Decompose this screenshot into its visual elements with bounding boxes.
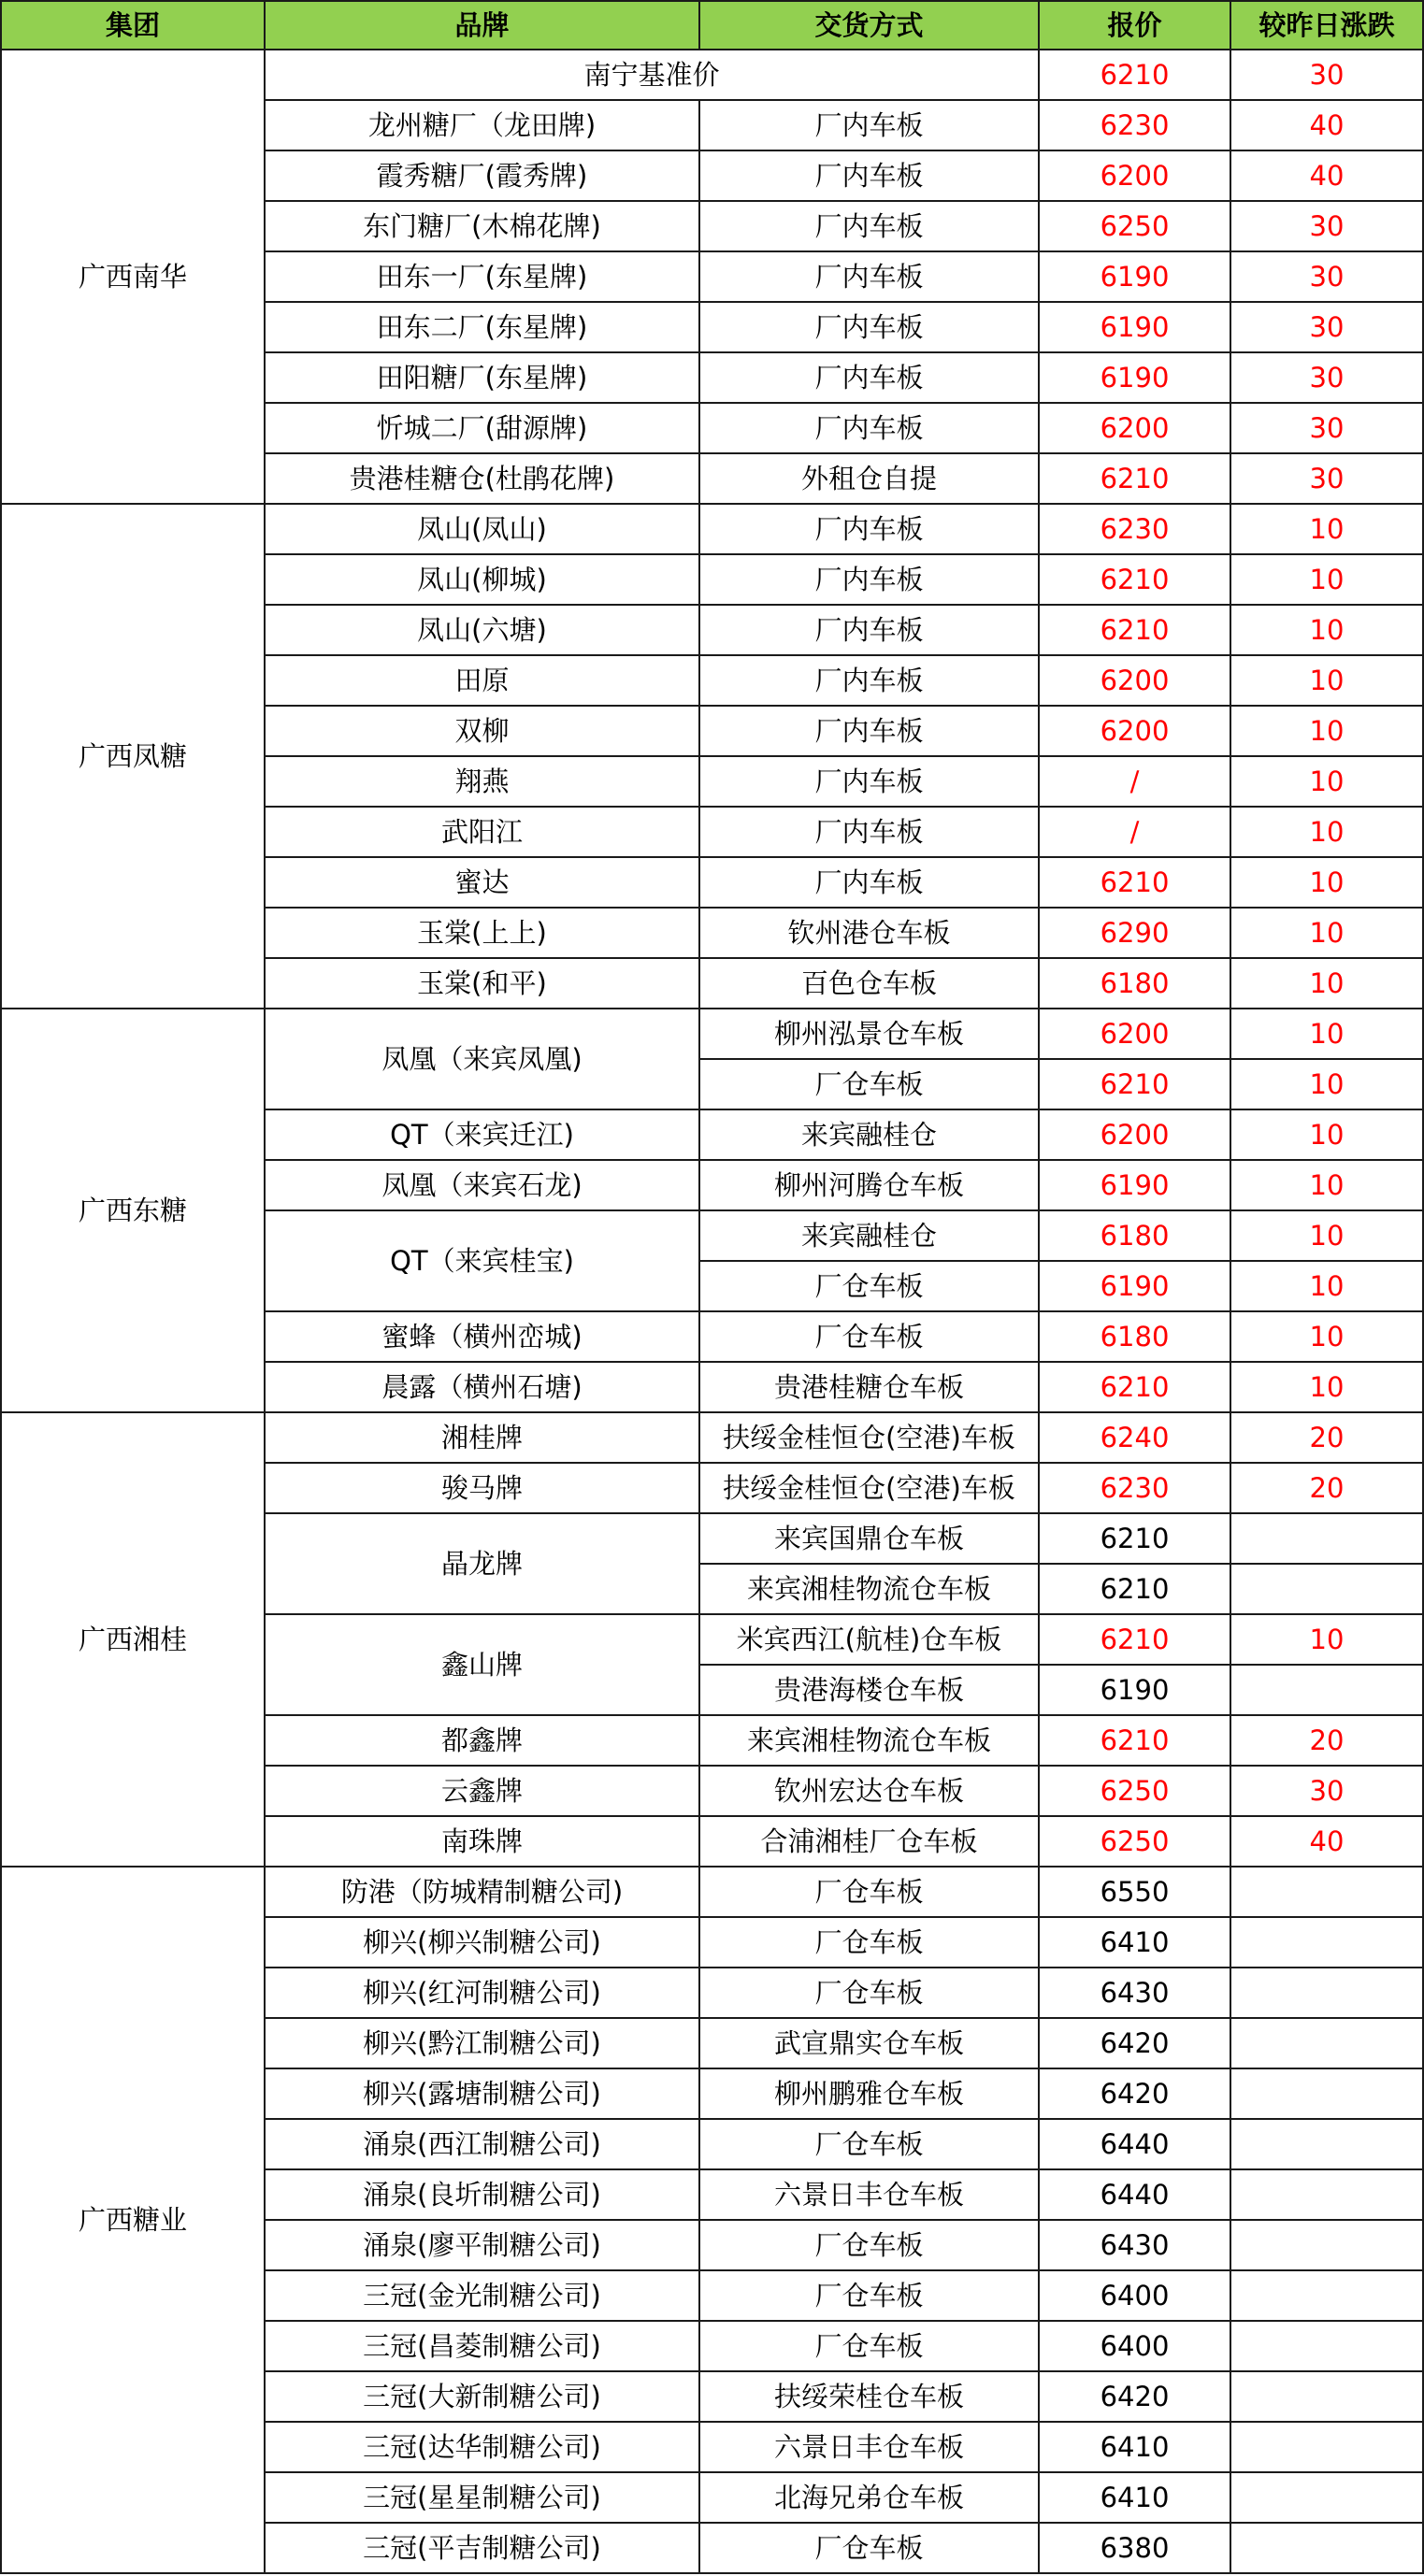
price-cell: 6250 <box>1039 1766 1230 1816</box>
change-cell: 20 <box>1230 1463 1423 1513</box>
delivery-cell: 厂仓车板 <box>699 1261 1039 1311</box>
change-cell: 30 <box>1230 1766 1423 1816</box>
delivery-cell: 厂内车板 <box>699 655 1039 706</box>
change-cell: 30 <box>1230 251 1423 302</box>
change-cell: 10 <box>1230 554 1423 605</box>
brand-cell: 鑫山牌 <box>265 1614 699 1715</box>
change-cell: 30 <box>1230 50 1423 100</box>
change-cell <box>1230 2169 1423 2220</box>
change-cell: 40 <box>1230 1816 1423 1867</box>
change-cell: 10 <box>1230 1009 1423 1059</box>
delivery-cell: 厂内车板 <box>699 706 1039 756</box>
price-cell: 6200 <box>1039 655 1230 706</box>
brand-cell: 三冠(金光制糖公司) <box>265 2270 699 2321</box>
delivery-cell: 厂内车板 <box>699 504 1039 554</box>
brand-cell: 贵港桂糖仓(杜鹃花牌) <box>265 453 699 504</box>
change-cell: 10 <box>1230 1059 1423 1109</box>
brand-cell: 晨露（横州石塘) <box>265 1362 699 1412</box>
price-cell: 6430 <box>1039 2220 1230 2270</box>
table-row <box>1 50 1423 100</box>
change-cell <box>1230 1564 1423 1614</box>
change-cell <box>1230 2523 1423 2573</box>
price-cell: 6400 <box>1039 2270 1230 2321</box>
delivery-cell: 厂仓车板 <box>699 1059 1039 1109</box>
delivery-cell: 厂内车板 <box>699 857 1039 908</box>
brand-cell: 凤凰（来宾石龙) <box>265 1160 699 1210</box>
change-cell: 30 <box>1230 201 1423 251</box>
group-name-cell: 广西南华 <box>1 50 265 504</box>
delivery-cell: 钦州港仓车板 <box>699 908 1039 958</box>
brand-cell: 田阳糖厂(东星牌) <box>265 352 699 403</box>
brand-cell: 柳兴(红河制糖公司) <box>265 1968 699 2018</box>
change-cell: 20 <box>1230 1412 1423 1463</box>
delivery-cell: 来宾融桂仓 <box>699 1109 1039 1160</box>
change-cell: 10 <box>1230 1311 1423 1362</box>
brand-cell: 田东一厂(东星牌) <box>265 251 699 302</box>
brand-cell: 南珠牌 <box>265 1816 699 1867</box>
delivery-cell: 六景日丰仓车板 <box>699 2169 1039 2220</box>
price-cell: 6420 <box>1039 2371 1230 2422</box>
header-group: 集团 <box>1 1 265 50</box>
price-cell: 6210 <box>1039 857 1230 908</box>
brand-cell: 凤山(六塘) <box>265 605 699 655</box>
brand-cell: 晶龙牌 <box>265 1513 699 1614</box>
change-cell <box>1230 2068 1423 2119</box>
table-header <box>1 1 1423 50</box>
change-cell: 30 <box>1230 302 1423 352</box>
brand-cell: 凤凰（来宾凤凰) <box>265 1009 699 1109</box>
group-name-cell: 广西湘桂 <box>1 1412 265 1867</box>
price-cell: 6420 <box>1039 2068 1230 2119</box>
header-change: 较昨日涨跌 <box>1230 1 1423 50</box>
delivery-cell: 贵港海楼仓车板 <box>699 1665 1039 1715</box>
delivery-cell: 厂仓车板 <box>699 2270 1039 2321</box>
delivery-cell: 来宾融桂仓 <box>699 1210 1039 1261</box>
brand-cell: 三冠(大新制糖公司) <box>265 2371 699 2422</box>
change-cell: 10 <box>1230 1210 1423 1261</box>
price-cell: 6210 <box>1039 1059 1230 1109</box>
brand-cell: 柳兴(露塘制糖公司) <box>265 2068 699 2119</box>
change-cell: 30 <box>1230 453 1423 504</box>
brand-cell: 南宁基准价 <box>265 50 1039 100</box>
change-cell <box>1230 2220 1423 2270</box>
delivery-cell: 厂仓车板 <box>699 1867 1039 1917</box>
brand-cell: 都鑫牌 <box>265 1715 699 1766</box>
delivery-cell: 厂仓车板 <box>699 2523 1039 2573</box>
change-cell: 10 <box>1230 1160 1423 1210</box>
change-cell: 10 <box>1230 756 1423 807</box>
change-cell <box>1230 2018 1423 2068</box>
price-cell: 6240 <box>1039 1412 1230 1463</box>
change-cell <box>1230 1665 1423 1715</box>
delivery-cell: 外租仓自提 <box>699 453 1039 504</box>
header-delivery: 交货方式 <box>699 1 1039 50</box>
delivery-cell: 扶绥荣桂仓车板 <box>699 2371 1039 2422</box>
table-row <box>1 1412 1423 1463</box>
price-cell: 6200 <box>1039 1109 1230 1160</box>
price-cell: 6440 <box>1039 2119 1230 2169</box>
delivery-cell: 来宾湘桂物流仓车板 <box>699 1564 1039 1614</box>
price-cell: 6190 <box>1039 1261 1230 1311</box>
delivery-cell: 厂内车板 <box>699 302 1039 352</box>
brand-cell: 涌泉(西江制糖公司) <box>265 2119 699 2169</box>
brand-cell: 田东二厂(东星牌) <box>265 302 699 352</box>
price-cell: 6210 <box>1039 1362 1230 1412</box>
delivery-cell: 厂内车板 <box>699 100 1039 150</box>
delivery-cell: 六景日丰仓车板 <box>699 2422 1039 2472</box>
price-cell: 6210 <box>1039 1614 1230 1665</box>
change-cell <box>1230 2472 1423 2523</box>
change-cell: 10 <box>1230 857 1423 908</box>
price-cell: 6430 <box>1039 1968 1230 2018</box>
price-cell: 6180 <box>1039 958 1230 1009</box>
change-cell <box>1230 1968 1423 2018</box>
price-cell: 6410 <box>1039 1917 1230 1968</box>
change-cell: 10 <box>1230 1614 1423 1665</box>
price-cell: 6200 <box>1039 403 1230 453</box>
brand-cell: 双柳 <box>265 706 699 756</box>
brand-cell: 田原 <box>265 655 699 706</box>
price-cell: 6190 <box>1039 251 1230 302</box>
table-row <box>1 1009 1423 1059</box>
price-cell: 6180 <box>1039 1311 1230 1362</box>
price-cell: 6210 <box>1039 1564 1230 1614</box>
delivery-cell: 北海兄弟仓车板 <box>699 2472 1039 2523</box>
change-cell: 10 <box>1230 807 1423 857</box>
price-cell: 6180 <box>1039 1210 1230 1261</box>
price-cell: 6210 <box>1039 1715 1230 1766</box>
brand-cell: 玉棠(上上) <box>265 908 699 958</box>
change-cell: 10 <box>1230 1362 1423 1412</box>
delivery-cell: 厂内车板 <box>699 756 1039 807</box>
brand-cell: 三冠(达华制糖公司) <box>265 2422 699 2472</box>
brand-cell: 忻城二厂(甜源牌) <box>265 403 699 453</box>
price-cell: 6400 <box>1039 2321 1230 2371</box>
brand-cell: 柳兴(黔江制糖公司) <box>265 2018 699 2068</box>
brand-cell: 凤山(柳城) <box>265 554 699 605</box>
change-cell: 10 <box>1230 655 1423 706</box>
delivery-cell: 米宾西江(航桂)仓车板 <box>699 1614 1039 1665</box>
delivery-cell: 扶绥金桂恒仓(空港)车板 <box>699 1463 1039 1513</box>
group-name-cell: 广西凤糖 <box>1 504 265 1009</box>
price-cell: 6380 <box>1039 2523 1230 2573</box>
price-cell: 6210 <box>1039 605 1230 655</box>
price-cell: 6200 <box>1039 1009 1230 1059</box>
brand-cell: 三冠(昌菱制糖公司) <box>265 2321 699 2371</box>
price-cell: 6410 <box>1039 2422 1230 2472</box>
change-cell: 10 <box>1230 1109 1423 1160</box>
price-cell: 6290 <box>1039 908 1230 958</box>
brand-cell: 三冠(星星制糖公司) <box>265 2472 699 2523</box>
delivery-cell: 厂内车板 <box>699 807 1039 857</box>
price-cell: 6440 <box>1039 2169 1230 2220</box>
price-cell: 6230 <box>1039 100 1230 150</box>
brand-cell: 玉棠(和平) <box>265 958 699 1009</box>
change-cell: 40 <box>1230 150 1423 201</box>
brand-cell: 涌泉(良圻制糖公司) <box>265 2169 699 2220</box>
change-cell: 10 <box>1230 1261 1423 1311</box>
group-name-cell: 广西东糖 <box>1 1009 265 1412</box>
price-cell: 6550 <box>1039 1867 1230 1917</box>
change-cell <box>1230 1917 1423 1968</box>
price-cell: / <box>1039 807 1230 857</box>
brand-cell: 柳兴(柳兴制糖公司) <box>265 1917 699 1968</box>
change-cell <box>1230 1867 1423 1917</box>
delivery-cell: 厂内车板 <box>699 352 1039 403</box>
change-cell: 10 <box>1230 504 1423 554</box>
header-price: 报价 <box>1039 1 1230 50</box>
delivery-cell: 厂仓车板 <box>699 1968 1039 2018</box>
delivery-cell: 来宾湘桂物流仓车板 <box>699 1715 1039 1766</box>
delivery-cell: 武宣鼎实仓车板 <box>699 2018 1039 2068</box>
group-name-cell: 广西糖业 <box>1 1867 265 2573</box>
brand-cell: 云鑫牌 <box>265 1766 699 1816</box>
brand-cell: 蜜蜂（横州峦城) <box>265 1311 699 1362</box>
delivery-cell: 柳州鹏雅仓车板 <box>699 2068 1039 2119</box>
brand-cell: 翔燕 <box>265 756 699 807</box>
brand-cell: 蜜达 <box>265 857 699 908</box>
change-cell: 30 <box>1230 352 1423 403</box>
brand-cell: 湘桂牌 <box>265 1412 699 1463</box>
brand-cell: 凤山(凤山) <box>265 504 699 554</box>
change-cell <box>1230 2119 1423 2169</box>
delivery-cell: 厂内车板 <box>699 605 1039 655</box>
brand-cell: QT（来宾迁江) <box>265 1109 699 1160</box>
change-cell: 10 <box>1230 706 1423 756</box>
price-cell: / <box>1039 756 1230 807</box>
price-cell: 6210 <box>1039 554 1230 605</box>
price-cell: 6250 <box>1039 1816 1230 1867</box>
brand-cell: 武阳江 <box>265 807 699 857</box>
brand-cell: 龙州糖厂（龙田牌) <box>265 100 699 150</box>
change-cell: 30 <box>1230 403 1423 453</box>
delivery-cell: 柳州河腾仓车板 <box>699 1160 1039 1210</box>
brand-cell: 霞秀糖厂(霞秀牌) <box>265 150 699 201</box>
change-cell <box>1230 2270 1423 2321</box>
table-row <box>1 1867 1423 1917</box>
brand-cell: 防港（防城精制糖公司) <box>265 1867 699 1917</box>
price-cell: 6230 <box>1039 1463 1230 1513</box>
price-cell: 6210 <box>1039 1513 1230 1564</box>
price-cell: 6210 <box>1039 453 1230 504</box>
table-body <box>1 50 1423 2573</box>
delivery-cell: 厂内车板 <box>699 201 1039 251</box>
price-cell: 6230 <box>1039 504 1230 554</box>
delivery-cell: 厂仓车板 <box>699 2119 1039 2169</box>
brand-cell: QT（来宾桂宝) <box>265 1210 699 1311</box>
delivery-cell: 厂内车板 <box>699 251 1039 302</box>
brand-cell: 涌泉(廖平制糖公司) <box>265 2220 699 2270</box>
change-cell: 10 <box>1230 605 1423 655</box>
delivery-cell: 合浦湘桂厂仓车板 <box>699 1816 1039 1867</box>
price-cell: 6190 <box>1039 1160 1230 1210</box>
price-cell: 6200 <box>1039 706 1230 756</box>
change-cell: 10 <box>1230 958 1423 1009</box>
table-row <box>1 504 1423 554</box>
brand-cell: 东门糖厂(木棉花牌) <box>265 201 699 251</box>
delivery-cell: 厂仓车板 <box>699 1311 1039 1362</box>
price-cell: 6410 <box>1039 2472 1230 2523</box>
delivery-cell: 厂仓车板 <box>699 2321 1039 2371</box>
change-cell: 40 <box>1230 100 1423 150</box>
delivery-cell: 钦州宏达仓车板 <box>699 1766 1039 1816</box>
delivery-cell: 厂内车板 <box>699 150 1039 201</box>
price-cell: 6190 <box>1039 302 1230 352</box>
change-cell <box>1230 2422 1423 2472</box>
change-cell <box>1230 1513 1423 1564</box>
brand-cell: 骏马牌 <box>265 1463 699 1513</box>
change-cell: 20 <box>1230 1715 1423 1766</box>
change-cell <box>1230 2371 1423 2422</box>
delivery-cell: 厂仓车板 <box>699 2220 1039 2270</box>
delivery-cell: 厂内车板 <box>699 554 1039 605</box>
price-cell: 6420 <box>1039 2018 1230 2068</box>
delivery-cell: 百色仓车板 <box>699 958 1039 1009</box>
delivery-cell: 柳州泓景仓车板 <box>699 1009 1039 1059</box>
header-brand: 品牌 <box>265 1 699 50</box>
price-cell: 6190 <box>1039 1665 1230 1715</box>
brand-cell: 三冠(平吉制糖公司) <box>265 2523 699 2573</box>
delivery-cell: 厂内车板 <box>699 403 1039 453</box>
price-cell: 6250 <box>1039 201 1230 251</box>
delivery-cell: 扶绥金桂恒仓(空港)车板 <box>699 1412 1039 1463</box>
change-cell: 10 <box>1230 908 1423 958</box>
delivery-cell: 贵港桂糖仓车板 <box>699 1362 1039 1412</box>
delivery-cell: 来宾国鼎仓车板 <box>699 1513 1039 1564</box>
delivery-cell: 厂仓车板 <box>699 1917 1039 1968</box>
change-cell <box>1230 2321 1423 2371</box>
header-row <box>1 1 1423 50</box>
price-cell: 6190 <box>1039 352 1230 403</box>
price-cell: 6200 <box>1039 150 1230 201</box>
price-cell: 6210 <box>1039 50 1230 100</box>
